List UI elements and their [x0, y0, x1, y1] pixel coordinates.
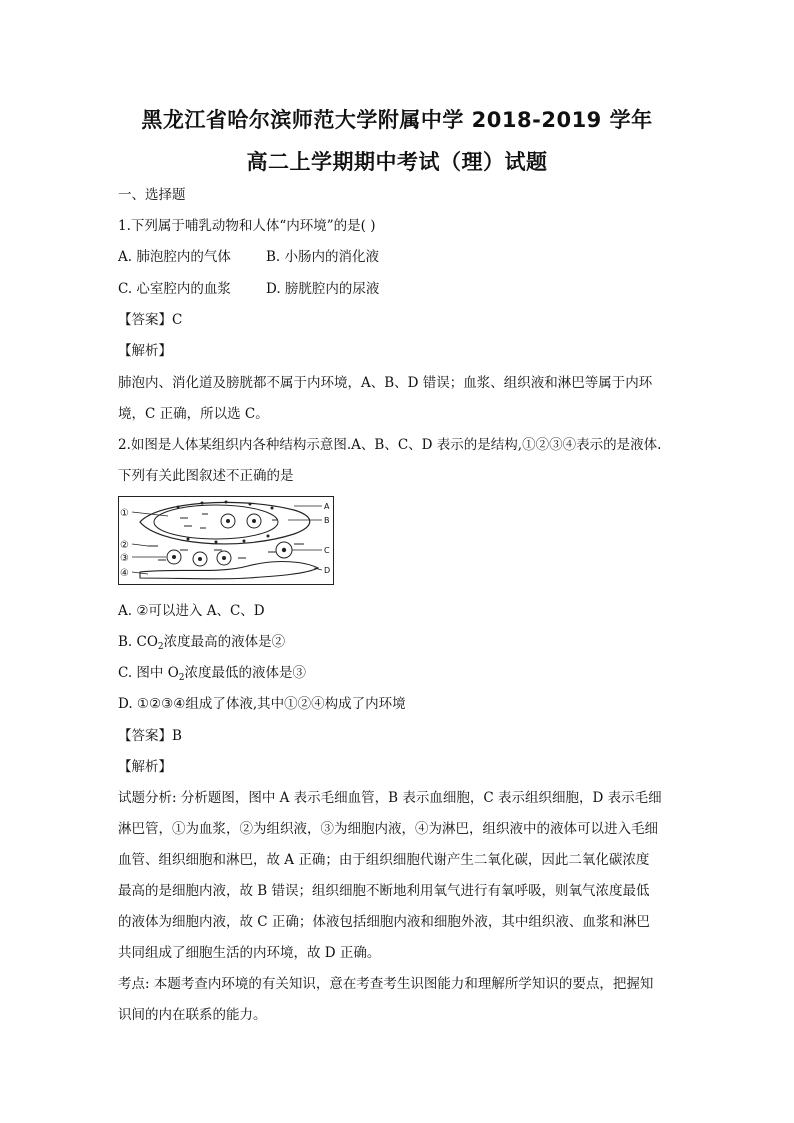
- label-fluid-4: ④: [120, 568, 129, 579]
- doc-title-line1: 黑龙江省哈尔滨师范大学附属中学 2018-2019 学年: [141, 108, 653, 132]
- q2-analysis-line: 共同组成了细胞生活的内环境，故 D 正确。: [118, 945, 381, 961]
- tissue-structure-diagram: [118, 496, 334, 585]
- q2-option-b-text: B. CO: [118, 634, 158, 650]
- label-fluid-3: ③: [120, 553, 129, 564]
- q1-analysis-line: 境，C 正确，所以选 C。: [118, 406, 269, 422]
- q1-analysis-line: 肺泡内、消化道及膀胱都不属于内环境，A、B、D 错误；血浆、组织液和淋巴等属于内环: [118, 375, 653, 391]
- q2-stem: 2.如图是人体某组织内各种结构示意图.A、B、C、D 表示的是结构,①②③④表示的是液体.: [118, 437, 662, 453]
- q1-option-d: D. 膀胱腔内的尿液: [266, 281, 380, 297]
- q2-option-c-text: 浓度最低的液体是③: [184, 665, 307, 681]
- label-structure-d: D: [324, 566, 331, 575]
- label-structure-c: C: [324, 546, 330, 555]
- q2-analysis-label: 【解析】: [118, 759, 172, 775]
- q1-option-a: A. 肺泡腔内的气体: [118, 249, 231, 265]
- section-heading: 一、选择题: [118, 187, 186, 203]
- q2-option-b-text: 浓度最高的液体是②: [163, 634, 286, 650]
- q2-analysis-line: 最高的是细胞内液，故 B 错误；组织细胞不断地利用氧气进行有氧呼吸，则氧气浓度最低: [118, 883, 650, 899]
- q2-kaodian: 考点: 本题考查内环境的有关知识，意在考查考生识图能力和理解所学知识的要点，把握知: [118, 976, 654, 992]
- q1-analysis-label: 【解析】: [118, 343, 172, 359]
- q2-option-c: [118, 664, 306, 687]
- q2-stem: 下列有关此图叙述不正确的是: [118, 468, 294, 484]
- q2-option-b-subscript: 2: [157, 642, 164, 652]
- q2-option-b: [118, 633, 285, 656]
- q2-option-c-text: C. 图中 O: [118, 665, 179, 681]
- q2-analysis-line: 的液体为细胞内液，故 C 正确；体液包括细胞内液和细胞外液，其中组织液、血浆和淋巴: [118, 914, 650, 930]
- q2-option-d: D. ①②③④组成了体液,其中①②④构成了内环境: [118, 696, 406, 712]
- q1-stem: 1.下列属于哺乳动物和人体“内环境”的是( ): [118, 218, 376, 234]
- q2-analysis-line: 淋巴管，①为血浆，②为组织液，③为细胞内液，④为淋巴，组织液中的液体可以进入毛细: [118, 821, 658, 837]
- q1-option-b: B. 小肠内的消化液: [266, 249, 380, 265]
- q2-option-a: A. ②可以进入 A、C、D: [118, 603, 265, 619]
- label-fluid-1: ①: [120, 508, 129, 519]
- q2-kaodian: 识间的内在联系的能力。: [118, 1007, 267, 1023]
- doc-title-line2: 高二上学期期中考试（理）试题: [246, 150, 548, 174]
- q2-analysis-line: 试题分析: 分析题图，图中 A 表示毛细血管，B 表示血细胞，C 表示组织细胞，D 表示毛细: [118, 790, 662, 806]
- label-structure-a: A: [324, 502, 330, 511]
- q2-answer: 【答案】B: [118, 728, 182, 744]
- label-structure-b: B: [324, 516, 330, 525]
- q2-option-c-subscript: 2: [178, 673, 185, 683]
- q1-answer: 【答案】C: [118, 312, 183, 328]
- label-fluid-2: ②: [120, 540, 129, 551]
- q2-analysis-line: 血管、组织细胞和淋巴，故 A 正确；由于组织细胞代谢产生二氧化碳，因此二氧化碳浓度: [118, 852, 650, 868]
- q1-option-c: C. 心室腔内的血浆: [118, 281, 231, 297]
